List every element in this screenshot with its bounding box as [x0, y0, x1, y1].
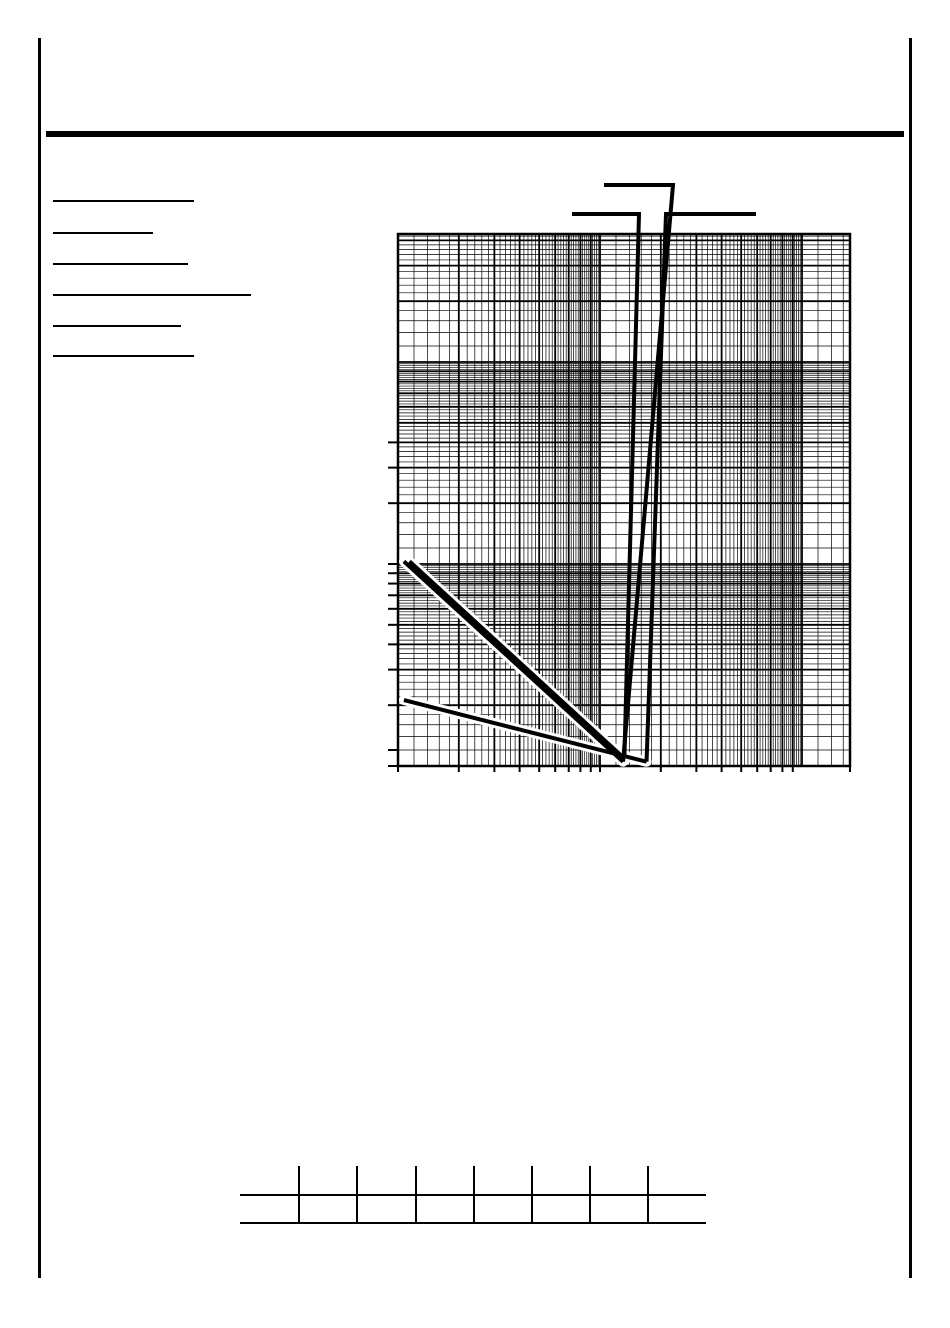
table-column-divider [473, 1166, 475, 1224]
series-leader-line [647, 214, 756, 762]
table-column-divider [531, 1166, 533, 1224]
table-column-divider [356, 1166, 358, 1224]
series-line-3 [404, 700, 647, 762]
table-column-divider [647, 1166, 649, 1224]
table-column-divider [415, 1166, 417, 1224]
table-column-divider [589, 1166, 591, 1224]
table-column-divider [298, 1166, 300, 1224]
